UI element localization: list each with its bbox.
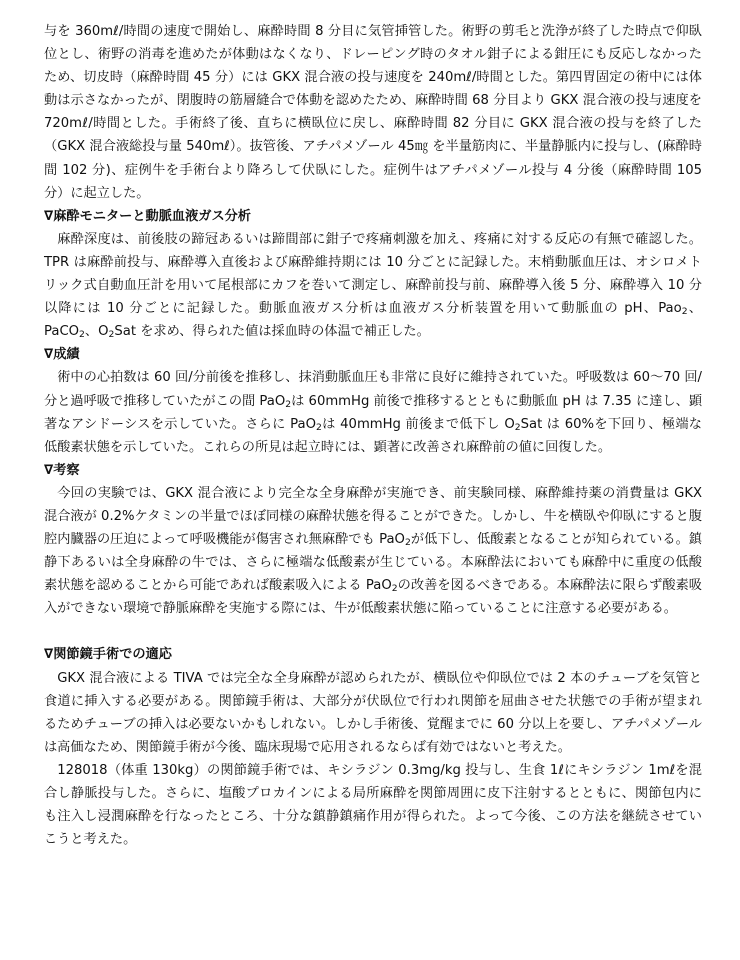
- section-spacer: [44, 620, 702, 643]
- section-heading-joint: ∇関節鏡手術での適応: [44, 647, 172, 663]
- joint-paragraph-1: GKX 混合液による TIVA では完全な全身麻酔が認められたが、横臥位や仰臥位では 2 本のチューブを気管と食道に挿入する必要がある。関節鏡手術は、大部分が伏臥位で行われ関節を屈曲させた状態での手術が望まれるためチューブの挿入は必要ないかもしれない。しかし手術後、覚醒までに 60 分以上を要し、アチパメゾールは高価なため、関節鏡手術が今後、臨床現場で応用されるならば有効ではないと考えた。: [44, 670, 702, 755]
- results-paragraph: 術中の心拍数は 60 回/分前後を推移し、抹消動脈血圧も非常に良好に維持されていた。呼吸数は 60～70 回/分と過呼吸で推移していたがこの間 PaO$_2$は 60mmHg 前後で推移するとともに動脈血 pH は 7.35 に達し、顕著なアシドーシスを示していた。さらに PaO$_2$は 40mmHg 前後まで低下し $O_2Sat$ は 60%を下回り、極端な低酸素状態を示していた。これらの所見は起立時には、顕著に改善され麻酔前の値に回復した。: [44, 370, 703, 455]
- monitor-paragraph: 麻酔深度は、前後肢の蹄冠あるいは蹄間部に鉗子で疼痛刺激を加え、疼痛に対する反応の有無で確認した。TPR は麻酔前投与、麻酔導入直後および麻酔維持期には 10 分ごとに記録した。末梢動脈血圧は、オシロメトリック式自動血圧計を用いて尾根部にカフを巻いて測定し、麻酔前投与前、麻酔導入後 5 分、麻酔導入 10 分以降には 10 分ごとに記録した。動脈血液ガス分析は血液ガス分析装置を用いて動脈血の pH、Pao$_2$、PaCO$_2$、$O_2Sat$ を求め、得られた値は採血時の体温で補正した。: [44, 231, 702, 341]
- intro-paragraph: 与を 360mℓ/時間の速度で開始し、麻酔時間 8 分目に気管挿管した。術野の剪毛と洗浄が終了した時点で仰臥位とし、術野の消毒を進めたが体動はなくなり、ドレーピング時のタオル鉗子による鉗圧にも反応しなかったため、切皮時（麻酔時間 45 分）には GKX 混合液の投与速度を 240mℓ/時間とした。第四胃固定の術中には体動は示さなかったが、閉腹時の筋層縫合で体動を認めたため、麻酔時間 68 分目より GKX 混合液の投与速度を 720mℓ/時間とした。手術終了後、直ちに横臥位に戻し、麻酔時間 82 分目に GKX 混合液の投与を終了した（GKX 混合液総投与量 540mℓ）。抜管後、アチパメゾール 45㎎ を半量筋肉に、半量静脈内に投与し、(麻酔時間 102 分)、症例牛を手術台より降ろして伏臥にした。症例牛はアチパメゾール投与 4 分後（麻酔時間 105 分）に起立した。: [44, 24, 702, 201]
- section-heading-monitor: ∇麻酔モニターと動脈血液ガス分析: [44, 208, 251, 224]
- discussion-paragraph: 今回の実験では、GKX 混合液により完全な全身麻酔が実施でき、前実験同様、麻酔維持薬の消費量は GKX 混合液が 0.2%ケタミンの半量でほぼ同様の麻酔状態を得ることができた。しかし、牛を横臥や仰臥にすると腹腔内臓器の圧迫によって呼吸機能が傷害され無麻酔でも PaO$_2$が低下し、低酸素となることが知られている。鎮静下あるいは全身麻酔の牛では、さらに極端な低酸素が生じている。本麻酔法においても麻酔中に重度の低酸素状態を認めることから可能であれば酸素吸入による PaO$_2$の改善を図るべきである。本麻酔法に限らず酸素吸入ができない環境で静脈麻酔を実施する際には、牛が低酸素状態に陥っていることに注意する必要がある。: [44, 485, 702, 617]
- joint-paragraph-2: 128018（体重 130kg）の関節鏡手術では、キシラジン 0.3mg/kg 投与し、生食 1ℓにキシラジン 1mℓを混合し静脈投与した。さらに、塩酸プロカインによる局所麻酔を関節周囲に皮下注射するとともに、関節包内にも注入し浸潤麻酔を行なったところ、十分な鎮静鎮痛作用が得られた。よって今後、この方法を継続させていこうと考えた。: [44, 762, 702, 848]
- document-page: [44, 20, 702, 851]
- section-heading-results: ∇成績: [44, 347, 80, 363]
- section-heading-discussion: ∇考察: [44, 462, 80, 478]
